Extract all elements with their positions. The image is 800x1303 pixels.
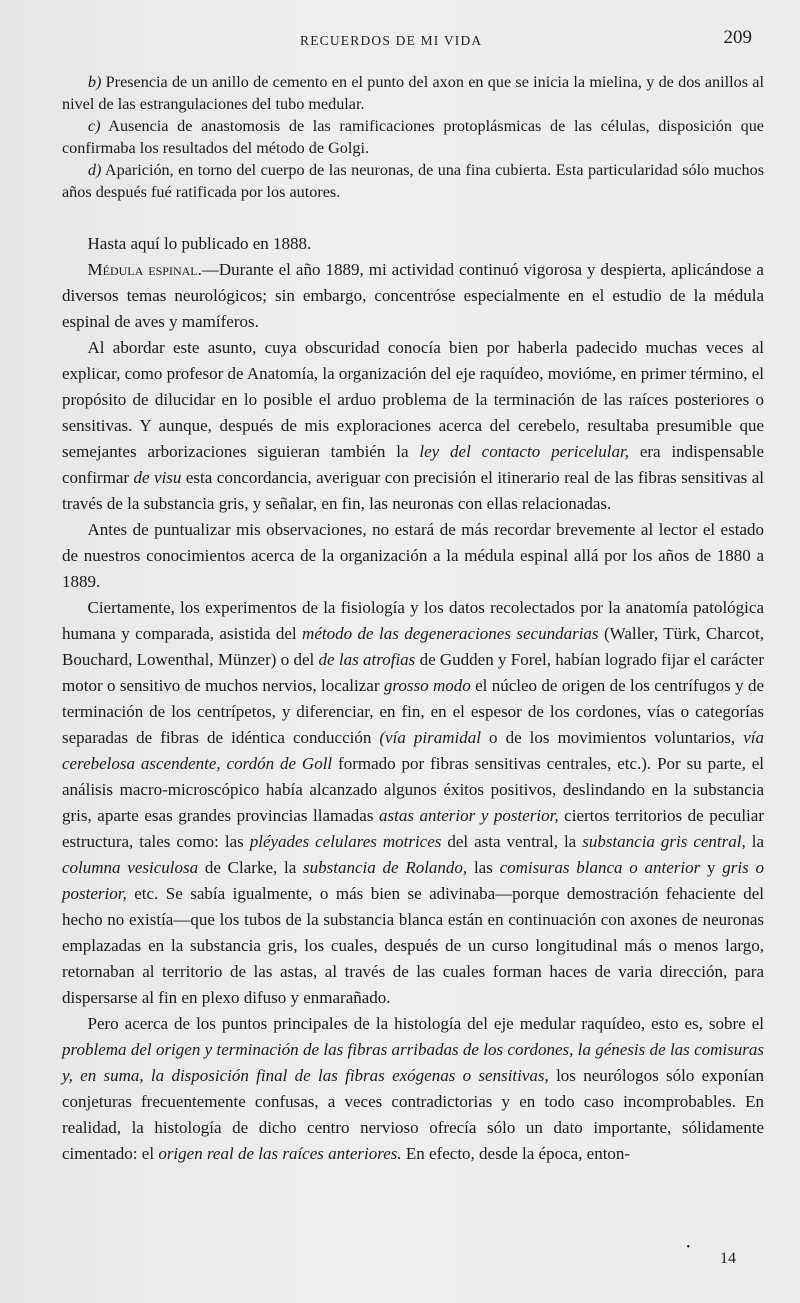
italic-run: substancia gris central, [582,832,746,851]
italic-run: método de las degeneraciones secundarias [302,624,599,643]
paragraph [62,1011,764,1167]
italic-run: de visu [133,468,182,487]
list-marker: c) [87,117,101,135]
list-item [62,115,764,159]
list-item [62,159,764,203]
list-marker: b) [87,73,102,91]
text-run: Al abordar este asunto, cuya obscuridad conocía bien por haberla padecido muchas veces al explicar, como profesor de Anatomía, la organización del eje raquídeo, movióme, en primer término, el propósito de dilucidar en lo posible el arduo problema de la terminación de las raíces posteriores o sensitivas. Y aunque, después de mis exploraciones acerca del cerebelo, resultaba presumible que semejantes arborizaciones siguieran también la [62,338,764,461]
paragraph [62,595,764,1011]
text-run: de Clarke, la [198,858,304,877]
italic-run: problema del origen y terminación de las fibras arribadas de los cordones, la génesis de las comisuras y, en suma, la disposición final de las fibras exógenas o sensitivas, [62,1040,764,1085]
text-run: los neurólogos sólo exponían conjeturas frecuentemente confusas, a veces contradictorias y en todo caso incomprobables. En realidad, la histología de dicho centro nervioso ofrecía sólo un dato importante, sólidamente cimentado: el [62,1066,764,1163]
text-run: formado por fibras sensitivas centrales, etc.). Por su parte, el análisis macro-microscópico había alcanzado algunos éxitos positivos, deslindando en la substancia gris, aparte esas grandes provincias llamadas [62,754,765,825]
running-head: RECUERDOS DE MI VIDA [300,33,483,48]
italic-run: pléyades celulares motrices [249,832,442,851]
list-item-text: Aparición, en torno del cuerpo de las neuronas, de una fina cubierta. Esta particularidad sólo muchos años después fué ratificada por los autores. [62,161,764,201]
text-run: esta concordancia, averiguar con precisión el itinerario real de las fibras sensitivas al través de la substancia gris, y señalar, en fin, las neuronas con ellas relacionadas. [62,468,764,513]
text-run: En efecto, desde la época, enton- [401,1144,631,1163]
text-run: y [700,858,723,877]
paragraph [62,257,764,335]
text-run: el núcleo de origen de los centrífugos y de terminación de los centrípetos, y diferenciar, en fin, en el espesor de los cordones, vías o categorías separadas de fibras de idéntica conducción [62,676,764,747]
spacer [62,203,764,231]
paragraph [62,335,764,517]
page-body [62,71,764,1167]
text-run: ciertos territorios de peculiar estructura, tales como: las [62,806,764,851]
intro-line: Hasta aquí lo publicado en 1888. [87,234,312,253]
italic-run: (vía piramidal [379,728,481,747]
paragraph-text: —Durante el año 1889, mi actividad continuó vigorosa y despierta, aplicándose a diversos temas neurológicos; sin embargo, concentróse especialmente en el estudio de la médula espinal de aves y mamíferos. [62,260,764,331]
signature-mark: 14 [720,1250,736,1267]
italic-run: grosso modo [383,676,471,695]
italic-run: substancia de Rolando, [303,858,468,877]
italic-run: ley del contacto pericelular, [419,442,629,461]
text-run: Pero acerca de los puntos principales de la histología del eje medular raquídeo, esto es, sobre el [87,1014,764,1033]
italic-run: gris o posterior, [62,858,764,903]
list-item-text: Presencia de un anillo de cemento en el punto del axon en que se inicia la mielina, y de dos anillos al nivel de las estrangulaciones del tubo medular. [62,73,764,113]
italic-run: columna vesiculosa [62,858,199,877]
text-run: o de los movimientos voluntarios, [480,728,744,747]
section-heading: Médula espinal. [87,260,202,279]
page-number: 209 [723,27,752,48]
text-run: de Gudden y Forel, habían logrado fijar el carácter motor o sensitivo de muchos nervios, localizar [62,650,764,695]
printer-dot: • [686,1242,690,1253]
text-run: Ciertamente, los experimentos de la fisiología y los datos recolectados por la anatomía patológica humana y comparada, asistida del [62,598,764,643]
italic-run: comisuras blanca o anterior [499,858,701,877]
text-run: (Waller, Türk, Charcot, Bouchard, Lowenthal, Münzer) o del [62,624,765,669]
italic-run: origen real de las raíces anteriores. [158,1144,402,1163]
text-run: la [745,832,764,851]
italic-run: astas anterior y posterior, [379,806,559,825]
text-run: etc. Se sabía igualmente, o más bien se adivinaba—porque demostración fehaciente del hecho no existía—que los tubos de la substancia blanca están en continuación con axones de neuronas emplazadas en la substancia gris, los cuales, después de un curso longitudinal más o menos largo, retornaban al territorio de las astas, al través de las cuales forman haces de varia dirección, para dispersarse al fin en plexo difuso y enmarañado. [62,884,764,1007]
list-item [62,71,764,115]
text-run: era indispensable confirmar [62,442,764,487]
paragraph: Antes de puntualizar mis observaciones, no estará de más recordar brevemente al lector el estado de nuestros conocimientos acerca de la organización a la médula espinal allá por los años de 1880 a 1889. [62,520,764,591]
italic-run: de las atrofias [318,650,416,669]
list-marker: d) [87,161,102,179]
list-item-text: Ausencia de anastomosis de las ramificaciones protoplásmicas de las células, disposición que confirmaba los resultados del método de Golgi. [62,117,764,157]
text-run: las [467,858,500,877]
text-run: del asta ventral, la [441,832,583,851]
italic-run: vía cerebelosa ascendente, cordón de Goll [62,728,764,773]
